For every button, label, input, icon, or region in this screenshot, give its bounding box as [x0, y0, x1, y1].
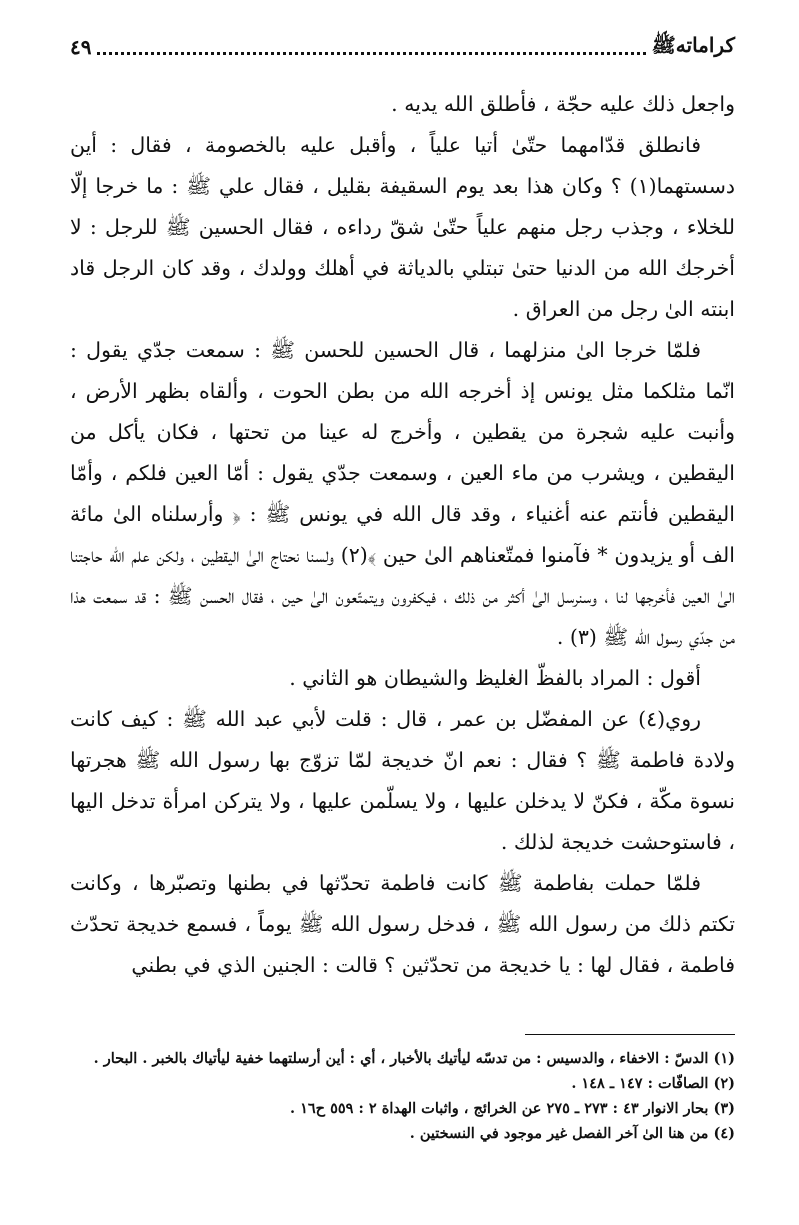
honorific-glyph: ﷺ [651, 32, 676, 57]
running-title-text: كراماته [675, 32, 735, 57]
paragraph-2: فانطلق قدّامهما حتّىٰ أتيا علياً ، وأقبل عليه بالخصومة ، فقال : أين دسستهما(١) ؟ وكان هذا بعد يوم السقيفة بقليل ، فقال علي ﷺ : ما خرجا إلّا للخلاء ، وجذب رجل منهم علياً حتّىٰ شقّ رداءه ، فقال الحسين ﷺ للرجل : لا أخرجك الله من الدنيا حتىٰ تبتلي بالدياثة في أهلك وولدك ، وقد كان الرجل قاد ابنته الىٰ رجل من العراق . [70, 133, 735, 321]
footnotes [70, 1046, 735, 1146]
leader-dots [97, 52, 645, 55]
paragraph-4: أقول : المراد بالفظّ الغليظ والشيطان هو الثاني . [289, 666, 701, 690]
paragraph-1: واجعل ذلك عليه حجّة ، فأطلق الله يديه . [391, 92, 735, 116]
paragraph-3: فلمّا خرجا الىٰ منزلهما ، قال الحسين للحسن ﷺ : سمعت جدّي يقول : انّما مثلكما مثل يونس إذ أخرجه الله من بطن الحوت ، وألقاه بظهر الأرض ، وأنبت عليه شجرة من يقطين ، وأخرج له عينا من تحتها ، فكان يأكل من اليقطين ، ويشرب من ماء العين ، وسمعت جدّي يقول : أمّا العين فلكم ، وأمّا اليقطين فأنتم عنه أغنياء ، وقد قال الله في يونس ﷺ : ﴿ وأرسلناه الىٰ مائة الف أو يزيدون * فآمنوا فمتّعناهم الىٰ حين ﴾(٢) ولسنا نحتاج الىٰ اليقطين ، ولكن علم الله حاجتنا الىٰ العين فأخرجها لنا ، وسنرسل الىٰ أكثر من ذلك ، فيكفرون ويتمتّعون الىٰ حين ، فقال الحسن ﷺ : قد سمعت هذا من جدّي رسول الله ﷺ (٣) . [70, 338, 736, 649]
footnote-4: (٤) من هنا الىٰ آخر الفصل غير موجود في النسختين . [409, 1125, 735, 1142]
paragraph-5: روي(٤) عن المفضّل بن عمر ، قال : قلت لأبي عبد الله ﷺ : كيف كانت ولادة فاطمة ﷺ ؟ فقال : نعم انّ خديجة لمّا تزوّج بها رسول الله ﷺ هجرتها نسوة مكّة ، فكنّ لا يدخلن عليها ، ولا يسلّمن عليها ، ولا يتركن امرأة تدخل اليها ، فاستوحشت خديجة لذلك . [70, 707, 735, 854]
page-header [70, 30, 735, 64]
footnote-1: (١) الدسّ : الاخفاء ، والدسيس : من تدسّه ليأتيك بالأخبار ، أي : أين أرسلتهما خفية ليأتياك بالخبر . البحار . [93, 1050, 735, 1067]
running-title [652, 33, 735, 62]
footnote-divider [525, 1034, 735, 1035]
book-page [70, 0, 735, 1225]
paragraph-6: فلمّا حملت بفاطمة ﷺ كانت فاطمة تحدّثها في بطنها وتصبّرها ، وكانت تكتم ذلك من رسول الله ﷺ ، فدخل رسول الله ﷺ يوماً ، فسمع خديجة تحدّث فاطمة ، فقال لها : يا خديجة من تحدّثين ؟ قالت : الجنين الذي في بطني [70, 871, 735, 977]
page-number: ٤٩ [70, 35, 92, 59]
footnote-2: (٢) الصافّات : ١٤٧ ـ ١٤٨ . [571, 1075, 735, 1092]
main-text [70, 84, 735, 986]
footnote-3: (٣) بحار الانوار ٤٣ : ٢٧٣ ـ ٢٧٥ عن الخرائج ، واثبات الهداة ٢ : ٥٥٩ ح١٦ . [289, 1100, 735, 1117]
